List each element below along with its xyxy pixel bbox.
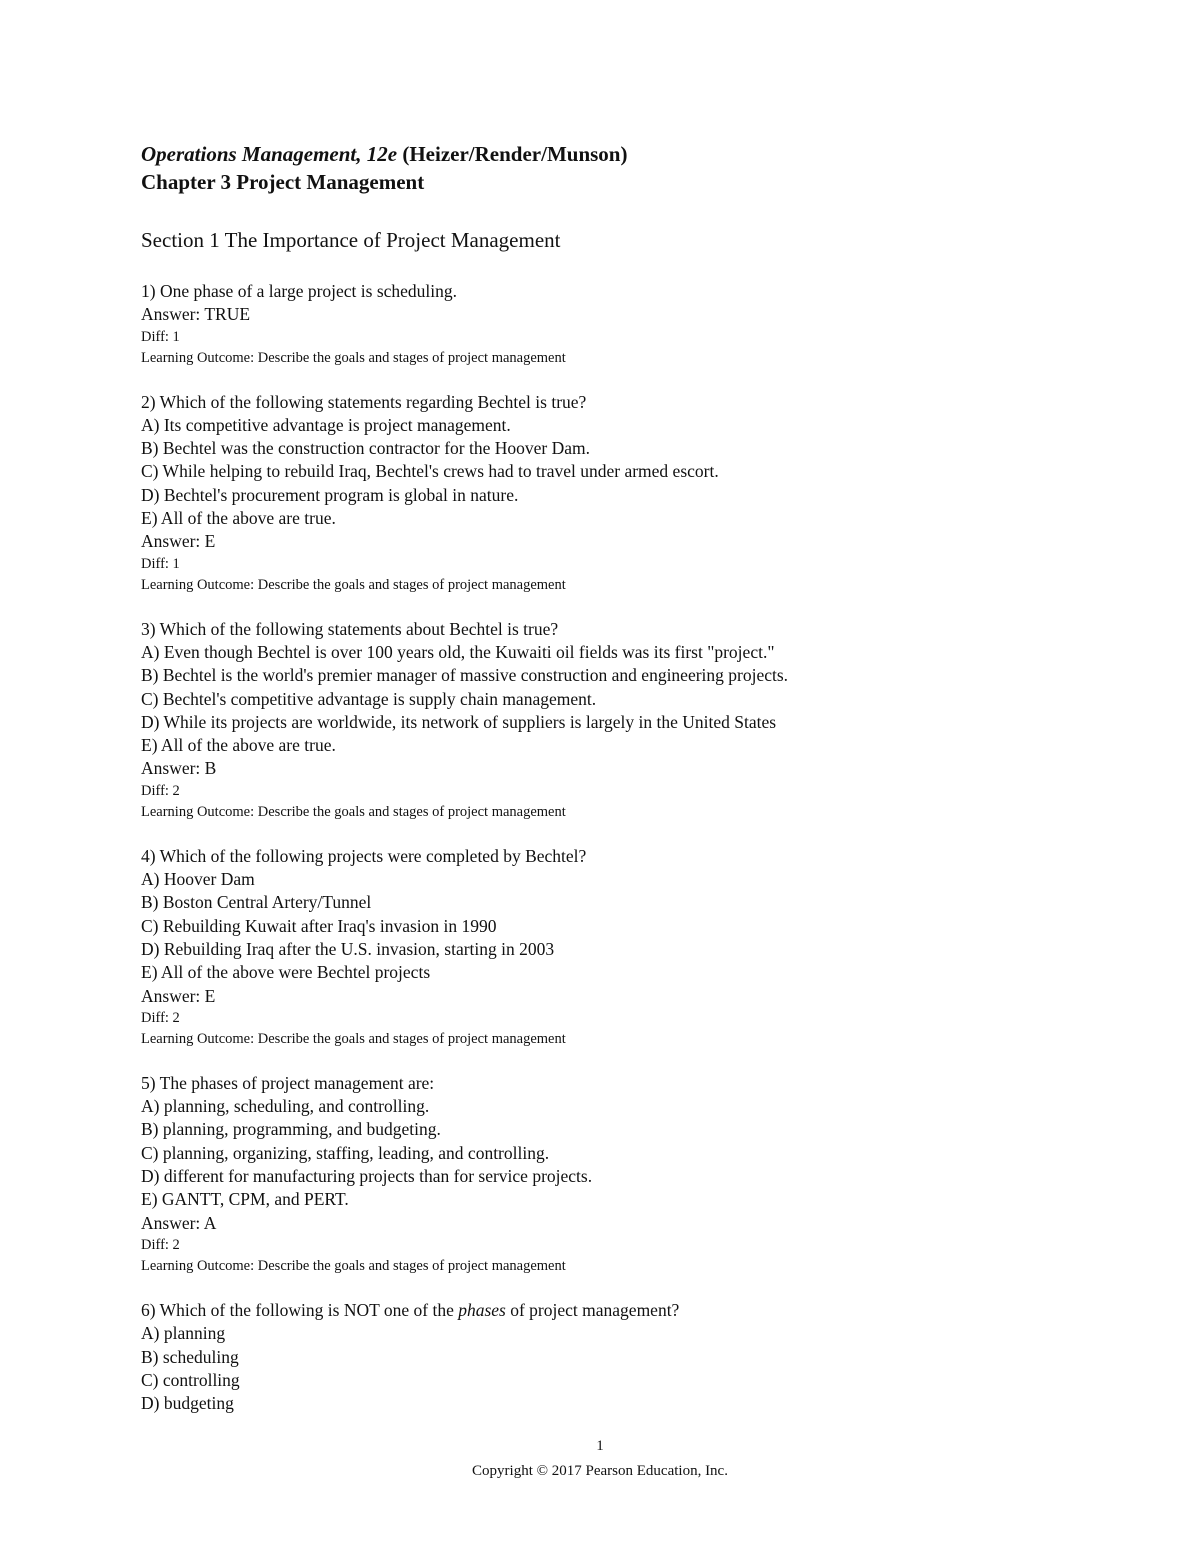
answer: Answer: B xyxy=(141,758,217,779)
copyright-notice: Copyright © 2017 Pearson Education, Inc. xyxy=(472,1463,728,1479)
learning-outcome: Learning Outcome: Describe the goals and stages of project management xyxy=(141,577,566,594)
chapter-title: Chapter 3 Project Management xyxy=(141,170,425,194)
difficulty: Diff: 2 xyxy=(141,1236,180,1253)
option-a: A) planning, scheduling, and controlling. xyxy=(141,1096,430,1117)
section-heading: Section 1 The Importance of Project Management xyxy=(141,228,561,252)
question-text: 4) Which of the following projects were completed by Bechtel? xyxy=(141,845,587,866)
question-text: 1) One phase of a large project is scheduling. xyxy=(141,281,458,301)
option-d: D) While its projects are worldwide, its network of suppliers is largely in the United States xyxy=(141,711,777,732)
option-b: B) Bechtel is the world's premier manager of massive construction and engineering projects. xyxy=(141,665,789,686)
option-c: C) Rebuilding Kuwait after Iraq's invasion in 1990 xyxy=(141,915,497,936)
option-e: E) GANTT, CPM, and PERT. xyxy=(141,1189,349,1210)
option-c: C) While helping to rebuild Iraq, Bechtel's crews had to travel under armed escort. xyxy=(141,461,719,482)
question-6 xyxy=(141,1299,1141,1415)
option-e: E) All of the above are true. xyxy=(141,735,336,756)
option-c: C) controlling xyxy=(141,1369,240,1390)
question-1 xyxy=(141,280,1141,370)
difficulty: Diff: 1 xyxy=(141,328,180,345)
question-text-start: 6) Which of the following is NOT one of the xyxy=(141,1299,459,1320)
answer: Answer: TRUE xyxy=(141,304,251,325)
option-c: C) Bechtel's competitive advantage is supply chain management. xyxy=(141,688,597,709)
learning-outcome: Learning Outcome: Describe the goals and stages of project management xyxy=(141,804,566,821)
learning-outcome: Learning Outcome: Describe the goals and stages of project management xyxy=(141,1258,566,1275)
answer: Answer: E xyxy=(141,531,216,552)
option-d: D) Bechtel's procurement program is global in nature. xyxy=(141,484,519,505)
option-c: C) planning, organizing, staffing, leading, and controlling. xyxy=(141,1142,550,1163)
book-title-authors: (Heizer/Render/Munson) xyxy=(397,142,628,166)
answer: Answer: A xyxy=(141,1212,217,1233)
page-content xyxy=(141,140,1141,1436)
option-e: E) All of the above were Bechtel projects xyxy=(141,962,431,983)
option-d: D) Rebuilding Iraq after the U.S. invasion, starting in 2003 xyxy=(141,938,555,959)
difficulty: Diff: 1 xyxy=(141,555,180,572)
page-number: 1 xyxy=(596,1438,604,1454)
question-text: 5) The phases of project management are: xyxy=(141,1072,435,1093)
option-e: E) All of the above are true. xyxy=(141,508,336,529)
book-title-italic: Operations Management, 12e xyxy=(141,142,398,166)
question-5 xyxy=(141,1072,1141,1278)
question-4 xyxy=(141,845,1141,1051)
option-b: B) Boston Central Artery/Tunnel xyxy=(141,892,372,913)
learning-outcome: Learning Outcome: Describe the goals and stages of project management xyxy=(141,1031,566,1048)
option-a: A) planning xyxy=(141,1323,226,1344)
learning-outcome: Learning Outcome: Describe the goals and stages of project management xyxy=(141,350,566,367)
question-3 xyxy=(141,618,1141,824)
question-text xyxy=(141,1299,1141,1322)
option-b: B) Bechtel was the construction contractor for the Hoover Dam. xyxy=(141,438,591,459)
question-2 xyxy=(141,391,1141,597)
question-text: 2) Which of the following statements regarding Bechtel is true? xyxy=(141,391,587,412)
option-b: B) scheduling xyxy=(141,1346,239,1367)
question-text-end: of project management? xyxy=(505,1299,680,1320)
option-d: D) different for manufacturing projects than for service projects. xyxy=(141,1166,593,1187)
question-text-emphasis: phases xyxy=(458,1299,506,1320)
question-text: 3) Which of the following statements about Bechtel is true? xyxy=(141,618,559,639)
difficulty: Diff: 2 xyxy=(141,1009,180,1026)
difficulty: Diff: 2 xyxy=(141,782,180,799)
option-a: A) Hoover Dam xyxy=(141,869,255,890)
option-d: D) budgeting xyxy=(141,1393,234,1414)
answer: Answer: E xyxy=(141,985,216,1006)
option-a: A) Even though Bechtel is over 100 years old, the Kuwaiti oil fields was its first "project." xyxy=(141,641,775,662)
option-b: B) planning, programming, and budgeting. xyxy=(141,1119,441,1140)
book-title xyxy=(141,140,1141,168)
option-a: A) Its competitive advantage is project management. xyxy=(141,414,511,435)
